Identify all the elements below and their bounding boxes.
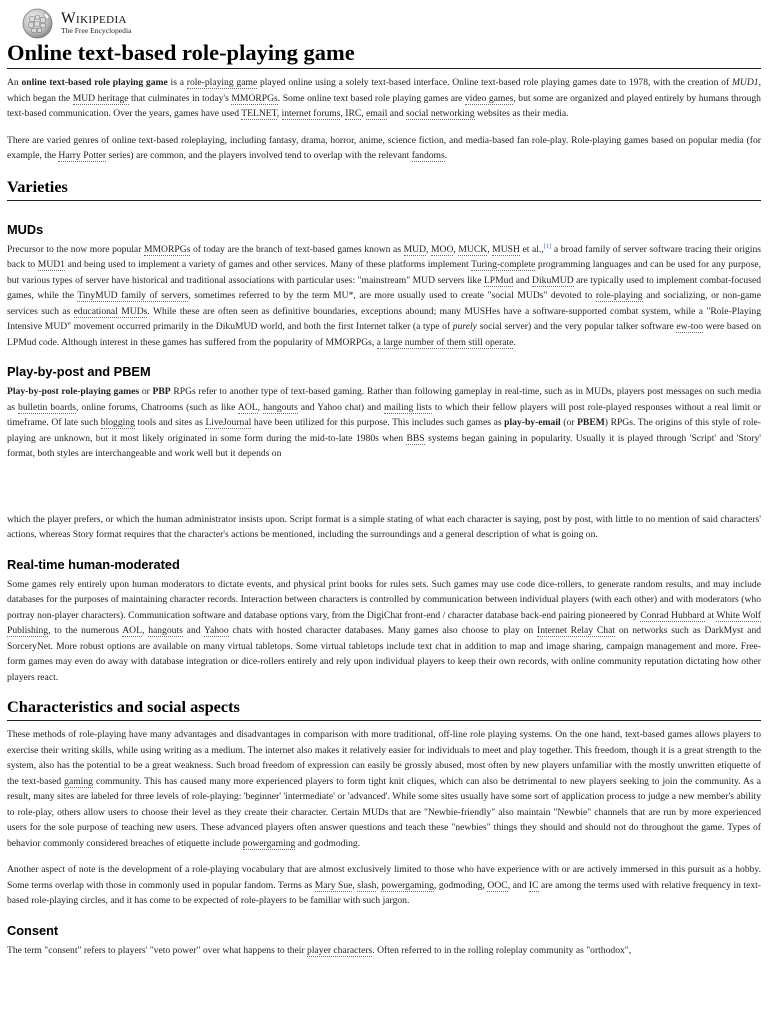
link-tinymud-family[interactable]: TinyMUD family of servers bbox=[77, 290, 189, 301]
link-fandoms[interactable]: fandoms bbox=[411, 150, 445, 161]
link-mmorpgs[interactable]: MMORPGs bbox=[231, 92, 278, 104]
intro-paragraph-2: There are varied genres of online text-based roleplaying, including fantasy, drama, horror, anime, science fiction, and media-based fan role-play. Role-playing games based on popular media (for example, the Harry Potter series) are common, and the players involved tend to overlap with the relevant fandoms. bbox=[7, 134, 761, 161]
link-muck[interactable]: MUCK bbox=[458, 243, 488, 255]
link-powergaming[interactable]: powergaming bbox=[242, 837, 296, 849]
link-slash[interactable]: slash bbox=[357, 879, 377, 891]
link-conrad-hubbard[interactable]: Conrad Hubbard bbox=[640, 609, 705, 621]
link-turing-complete[interactable]: Turing-complete bbox=[471, 259, 536, 270]
link-lpmud[interactable]: LPMud bbox=[483, 274, 514, 286]
link-hangouts[interactable]: hangouts bbox=[263, 401, 298, 413]
article-body bbox=[7, 38, 761, 958]
wikipedia-globe-icon[interactable] bbox=[22, 8, 53, 39]
link-livejournal[interactable]: LiveJournal bbox=[205, 417, 252, 428]
link-ooc[interactable]: OOC bbox=[487, 879, 508, 891]
link-mud[interactable]: MUD bbox=[403, 243, 427, 255]
link-bbs[interactable]: BBS bbox=[406, 432, 425, 444]
link-internet-forums[interactable]: internet forums bbox=[281, 108, 341, 119]
realtime-paragraph: Some games rely entirely upon human moderators to dictate events, and physical print books for rules sets. Such games may use code dice-rollers, to generate random results, and may include databases for the purposes of maintaining character records. Interaction between characters is controlled by communication between individual players (with each other) and with moderators (who portray non-player characters). Communication software and database options vary, from the DigiChat front-end / character database back-end pairing pioneered by Conrad Hubbard at White Wolf Publishing, to the numerous AOL, hangouts and Yahoo chats with hosted character databases. Many games also choose to play on Internet Relay Chat on networks such as DarkMyst and SorceryNet. More robust options are available on many virtual tabletops. Some virtual tabletops include text chat in addition to map and image sharing, campaign management and more. Free-form games may even do away with database integration or dice-rollers entirely and rely upon individual players to keep their own records, with online community reputation dictating how other players react. bbox=[7, 578, 762, 683]
consent-paragraph: The term "consent" refers to players' "veto power" over what happens to their player characters. Often referred to in the rolling roleplay community as "orthodox", bbox=[7, 944, 632, 956]
link-harry-potter[interactable]: Harry Potter bbox=[58, 150, 107, 161]
link-dikumud[interactable]: DikuMUD bbox=[532, 274, 574, 286]
subsection-heading-play-by-post: Play-by-post and PBEM bbox=[7, 364, 151, 379]
link-ic[interactable]: IC bbox=[528, 879, 539, 891]
link-role-playing-game[interactable]: role-playing game bbox=[186, 77, 258, 88]
characteristics-paragraph-1: These methods of role-playing have many advantages and disadvantages in comparison with more traditional, off-line role playing systems. On the one hand, text-based games allows players to exercise their writing skills, while using writing as a medium. The internet also makes it relatively easier for individuals to meet and play together. This freedom, though it is a great strength to the system, also has the potential to be a great weakness. Such broad freedom of expression can easily be grossly abused, most often by new players unfamiliar with the mostly unwritten etiquette of the text-based gaming community. This has caused many more experienced players to form tight knit cliques, which can also be detrimental to new players seeking to join the community. As a result, many sites are labeled for three levels of role-playing: 'beginner' 'intermediate' or 'advanced'. While some sites usually have some sort of application process to judge a new member's ability to role-play, others allow users to choose their level as they create their character. Certain MUDs that are "Newbie-friendly" also maintain "Newbie" channels that are run by more experienced users for the sole purpose of teaching new users. These advanced players often answer questions and teach these "newbies" things they should and should not do throughout the game. Types of behavior commonly considered breaches of etiquette include powergaming and godmoding. bbox=[7, 729, 761, 849]
section-heading-characteristics: Characteristics and social aspects bbox=[7, 696, 761, 721]
subsection-heading-real-time: Real-time human-moderated bbox=[7, 556, 180, 572]
link-internet-relay-chat[interactable]: Internet Relay Chat bbox=[537, 625, 615, 636]
link-bulletin-boards[interactable]: bulletin boards bbox=[18, 401, 76, 413]
pbp-paragraph-2: which the player prefers, or which the human administrator insists upon. Script format is a simple stating of what each character is saying, post by post, with little to no mention of said characters' actions, whereas Story format requires that the character's actions be mentioned, including the surroundings and a general description of what is going on. bbox=[7, 513, 761, 540]
link-large-number-still-operate[interactable]: a large number of them still operate bbox=[376, 336, 514, 348]
citation-1[interactable]: [1] bbox=[543, 242, 552, 250]
bold-term: online text-based role playing game bbox=[21, 77, 168, 88]
characteristics-paragraph-2: Another aspect of note is the development of a role-playing vocabulary that are almost exclusively limited to those who have experience with or are actively immersed in this pursuit as a hobby. Some terms overlap with those in commonly used in popular fandom. Terms as Mary Sue, slash, powergaming, godmoding, OOC, and IC are among the terms used with relative frequency in text-based role-playing circles, and it has come to be expected of role-players to be familiar with such jargon. bbox=[7, 864, 761, 906]
link-hangouts[interactable]: hangouts bbox=[148, 625, 183, 636]
site-header bbox=[22, 8, 131, 38]
link-mailing-lists[interactable]: mailing lists bbox=[384, 401, 432, 413]
link-yahoo[interactable]: Yahoo bbox=[204, 625, 229, 636]
link-aol[interactable]: AOL bbox=[237, 401, 258, 413]
link-mush[interactable]: MUSH bbox=[492, 243, 520, 255]
link-moo[interactable]: MOO bbox=[431, 243, 454, 255]
link-ew-too[interactable]: ew-too bbox=[676, 321, 704, 332]
link-mary-sue[interactable]: Mary Sue bbox=[314, 879, 353, 891]
subsection-heading-muds: MUDs bbox=[7, 221, 44, 237]
link-mud-heritage[interactable]: MUD heritage bbox=[72, 92, 129, 104]
section-heading-varieties: Varieties bbox=[7, 176, 761, 201]
link-white-wolf-publishing[interactable]: White Wolf Publishing bbox=[7, 609, 761, 636]
link-powergaming[interactable]: powergaming bbox=[381, 879, 434, 891]
page-title: Online text-based role-playing game bbox=[7, 38, 761, 69]
link-role-playing[interactable]: role-playing bbox=[595, 290, 643, 301]
link-blogging[interactable]: blogging bbox=[100, 417, 135, 428]
link-telnet[interactable]: TELNET bbox=[241, 108, 277, 119]
link-mud1[interactable]: MUD1 bbox=[37, 259, 65, 270]
link-social-networking[interactable]: social networking bbox=[406, 108, 475, 119]
blank-area bbox=[7, 462, 761, 512]
link-educational-muds[interactable]: educational MUDs bbox=[73, 305, 148, 317]
link-video-games[interactable]: video games bbox=[464, 92, 514, 104]
pbp-paragraph-1: Play-by-post role-playing games or PBP RPGs refer to another type of text-based gaming. Rather than following gameplay in real-time, such as in MUDs, players post messages on such media as bulletin boards, online forums, Chatrooms (such as like AOL, hangouts and Yahoo chat) and mailing lists to which their fellow players will post role-played responses without a real limit or timeframe. Of late such blogging tools and sites as LiveJournal have been utilized for this purpose. This includes such games as play-by-email (or PBEM) RPGs. The origins of this style of role-playing are unknown, but it most likely originated in some form during the mid-to-late 1980s when BBS systems began gaining in popularity. Usually it is played through 'Script' and 'Story' format, both styles are interchangeable and work well but it depends on bbox=[7, 386, 762, 459]
link-mmorpgs[interactable]: MMORPGs bbox=[143, 243, 191, 255]
link-aol[interactable]: AOL bbox=[122, 625, 142, 636]
site-wordmark[interactable]: Wikipedia bbox=[61, 9, 127, 27]
link-player-characters[interactable]: player characters bbox=[307, 944, 373, 956]
subsection-heading-consent: Consent bbox=[7, 922, 59, 938]
link-gaming[interactable]: gaming bbox=[64, 775, 93, 787]
muds-paragraph: Precursor to the now more popular MMORPGs of today are the branch of text-based games known as MUD, MOO, MUCK, MUSH et al.,[1] a broad family of server software tracing their origins back to MUD1 and being used to implement a variety of games and other services. Many of these platforms implement Turing-complete programming languages and can be used for any purpose, but various types of server have historical and traditional associations with particular uses: "mainstream" MUD servers like LPMud and DikuMUD are typically used to implement combat-focused games, while the TinyMUD family of servers, sometimes referred to by the term MU*, are more usually used to create "social MUDs" devoted to role-playing and socializing, or non-game services such as educational MUDs. While these are often seen as definitive boundaries, exceptions abound; many MUSHes have a software-supported combat system, while a "Role-Playing Intensive MUD" movement occurred primarily in the DikuMUD world, and both the first Internet talker (a type of purely social server) and the very popular talker software ew-too were based on LPMud code. Although interest in these games has suffered from the popularity of MMORPGs, a large number of them still operate. bbox=[7, 242, 762, 348]
link-email[interactable]: email bbox=[366, 108, 388, 119]
intro-paragraph-1: An online text-based role playing game is a role-playing game played online using a solely text-based interface. Online text-based role playing games date to 1978, with the creation of MUD1, which began the MUD heritage that culminates in today's MMORPGs. Some online text based role playing games are video games, but some are organized and played entirely by humans through text-based communication. Over the years, games have used TELNET, internet forums, IRC, email and social networking websites as their media. bbox=[7, 77, 761, 119]
link-irc[interactable]: IRC bbox=[345, 108, 362, 119]
site-tagline: The Free Encyclopedia bbox=[61, 26, 132, 36]
